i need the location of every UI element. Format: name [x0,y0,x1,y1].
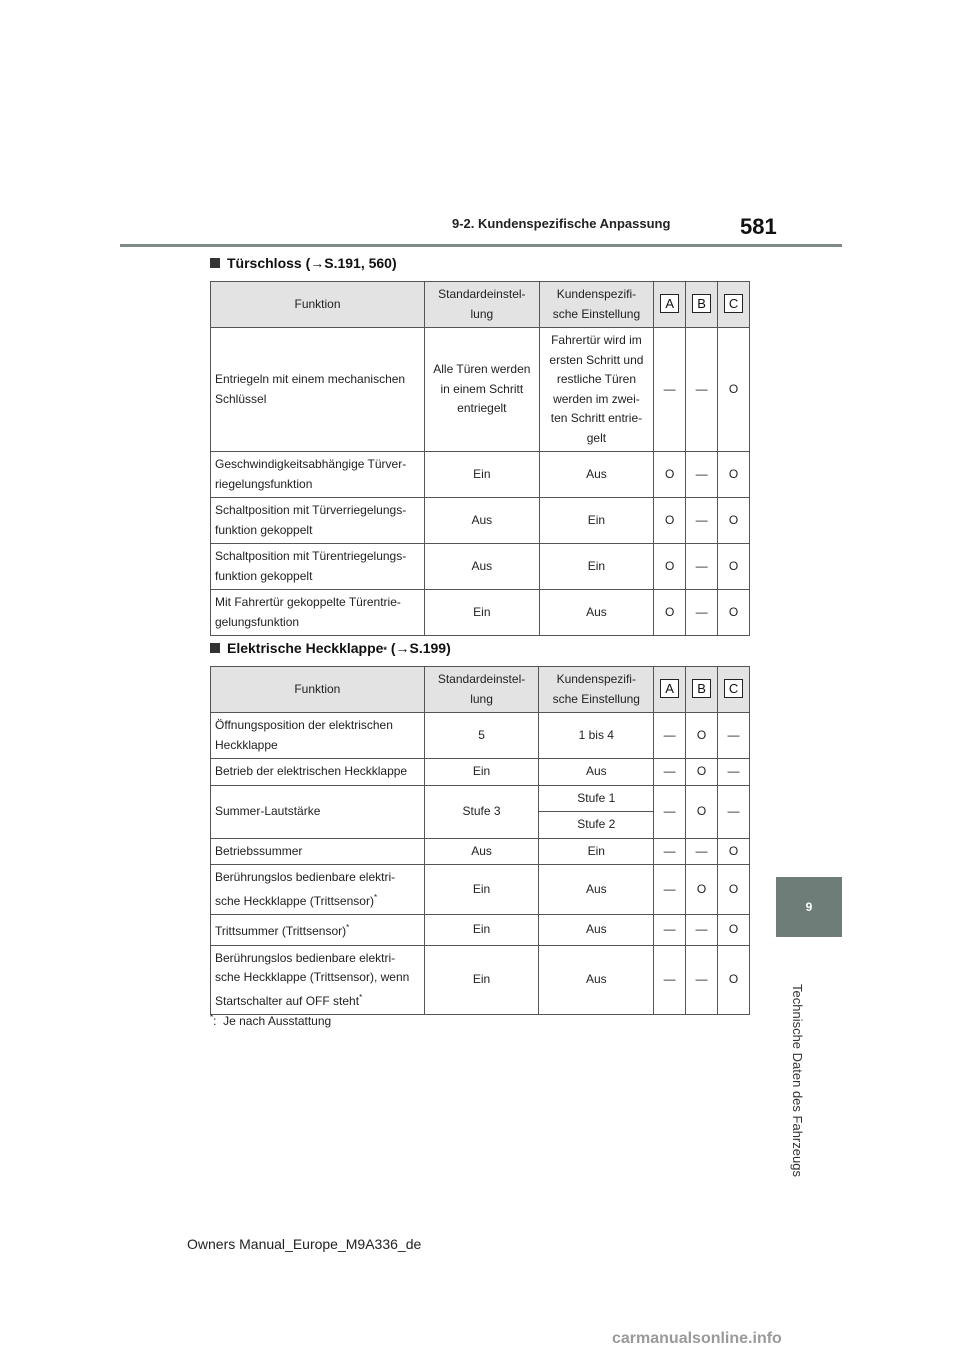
table-header-row [211,282,750,328]
cell-custom: 1 bis 4 [539,713,654,759]
table-row [211,452,750,498]
asterisk: * [346,923,350,932]
cell-default: Ein [424,865,539,915]
cell-c: O [718,915,750,946]
table-row [211,838,750,865]
door-lock-table [210,281,750,636]
cell-function: Trittsummer (Trittsensor)* [211,915,425,946]
table-row [211,945,750,1015]
cell-custom: Fahrertür wird im ersten Schritt und restliche Türen werden im zwei- ten Schritt entrie- gelt [539,328,654,452]
cell-default: Alle Türen werden in einem Schritt entriegelt [425,328,540,452]
cell-function: Berührungslos bedienbare elektri- sche Heckklappe (Trittsensor)* [211,865,425,915]
badge-c-icon: C [724,679,743,698]
watermark: carmanualsonline.info [612,1330,782,1347]
cell-default: Ein [425,590,540,636]
asterisk: * [359,992,363,1002]
page-number: 581 [740,214,777,239]
asterisk: * [383,645,387,655]
table-row [211,759,750,786]
col-header-b [686,282,718,328]
cell-b: O [686,759,718,786]
badge-b-icon: B [692,679,711,698]
badge-b-icon: B [692,294,711,313]
cell-b: — [686,544,718,590]
col-header-default: Standardeinstel- lung [425,282,540,328]
chapter-tab: 9 [776,877,842,937]
cell-custom: Aus [539,590,654,636]
cell-custom: Aus [539,759,654,786]
cell-function: Betrieb der elektrischen Heckklappe [211,759,425,786]
cell-b: — [686,915,718,946]
cell-default: 5 [424,713,539,759]
section-title-door-lock [210,255,397,271]
asterisk: * [210,1013,214,1022]
cell-custom: Ein [539,544,654,590]
cell-function: Geschwindigkeitsabhängige Türver- riegelungsfunktion [211,452,425,498]
cell-default: Ein [425,452,540,498]
cell-default: Aus [425,498,540,544]
table-row [211,590,750,636]
cell-c: O [718,498,750,544]
cell-default: Aus [425,544,540,590]
table-row [211,328,750,452]
cell-c: O [718,865,750,915]
section-title-power-tailgate [210,640,451,656]
square-bullet-icon [210,258,220,268]
cell-c: — [718,785,750,838]
cell-a: — [654,865,686,915]
cell-b: — [686,452,718,498]
cell-a: O [654,452,686,498]
table-row [211,713,750,759]
table-row [211,785,750,812]
footnote [210,1013,331,1028]
cell-a: — [654,838,686,865]
cell-b: — [686,838,718,865]
cell-c: — [718,759,750,786]
cell-b: — [686,498,718,544]
cell-default: Stufe 3 [424,785,539,838]
cell-a: — [654,328,686,452]
col-header-function: Funktion [211,667,425,713]
section-title-text: Elektrische Heckklappe [227,640,384,656]
cell-a: O [654,544,686,590]
cell-function: Betriebssummer [211,838,425,865]
table-row [211,544,750,590]
cell-function: Summer-Lautstärke [211,785,425,838]
table-header-row [211,667,750,713]
table-row [211,915,750,946]
chapter-title: Technische Daten des Fahrzeugs [790,984,805,1177]
cell-a: — [654,785,686,838]
cell-default: Aus [424,838,539,865]
cell-b: — [686,590,718,636]
cell-c: O [718,452,750,498]
section-title-text: Türschloss (→S.191, 560) [227,255,397,271]
cell-custom: Aus [539,865,654,915]
cell-c: O [718,544,750,590]
cell-a: O [654,590,686,636]
table-row [211,498,750,544]
table-row [211,865,750,915]
cell-c: — [718,713,750,759]
footer-manual-id: Owners Manual_Europe_M9A336_de [187,1236,422,1252]
asterisk: * [373,892,378,902]
col-header-c [718,282,750,328]
col-header-a [654,667,686,713]
cell-custom: Stufe 1 [539,785,654,812]
cell-custom: Aus [539,945,654,1015]
cell-function: Schaltposition mit Türverriegelungs- funktion gekoppelt [211,498,425,544]
col-header-b [686,667,718,713]
cell-custom: Ein [539,498,654,544]
cell-a: — [654,759,686,786]
badge-a-icon: A [660,679,679,698]
badge-c-icon: C [724,294,743,313]
cell-a: — [654,915,686,946]
col-header-default: Standardeinstel- lung [424,667,539,713]
cell-default: Ein [424,759,539,786]
cell-custom: Aus [539,915,654,946]
cell-c: O [718,590,750,636]
cell-function: Berührungslos bedienbare elektri- sche Heckklappe (Trittsensor), wenn Startschalter auf OFF steht* [211,945,425,1015]
cell-default: Ein [424,915,539,946]
cell-c: O [718,328,750,452]
cell-a: — [654,713,686,759]
cell-c: O [718,945,750,1015]
col-header-c [718,667,750,713]
col-header-custom: Kundenspezifi- sche Einstellung [539,667,654,713]
cell-function: Schaltposition mit Türentriegelungs- funktion gekoppelt [211,544,425,590]
cell-b: O [686,865,718,915]
cell-default: Ein [424,945,539,1015]
cell-b: — [686,328,718,452]
col-header-function: Funktion [211,282,425,328]
badge-a-icon: A [660,294,679,313]
cell-function: Entriegeln mit einem mechanischen Schlüssel [211,328,425,452]
power-tailgate-table [210,666,750,1015]
section-title-ref: (→S.199) [386,640,451,656]
cell-a: O [654,498,686,544]
header-rule [120,244,842,247]
cell-c: O [718,838,750,865]
col-header-a [654,282,686,328]
col-header-custom: Kundenspezifi- sche Einstellung [539,282,654,328]
cell-function: Öffnungsposition der elektrischen Heckklappe [211,713,425,759]
cell-custom: Aus [539,452,654,498]
cell-b: — [686,945,718,1015]
cell-function: Mit Fahrertür gekoppelte Türentrie- gelungsfunktion [211,590,425,636]
section-header: 9-2. Kundenspezifische Anpassung [452,216,671,231]
cell-a: — [654,945,686,1015]
square-bullet-icon [210,643,220,653]
cell-b: O [686,713,718,759]
footnote-text: : Je nach Ausstattung [213,1014,332,1028]
cell-custom: Ein [539,838,654,865]
cell-custom: Stufe 2 [539,812,654,839]
cell-b: O [686,785,718,838]
